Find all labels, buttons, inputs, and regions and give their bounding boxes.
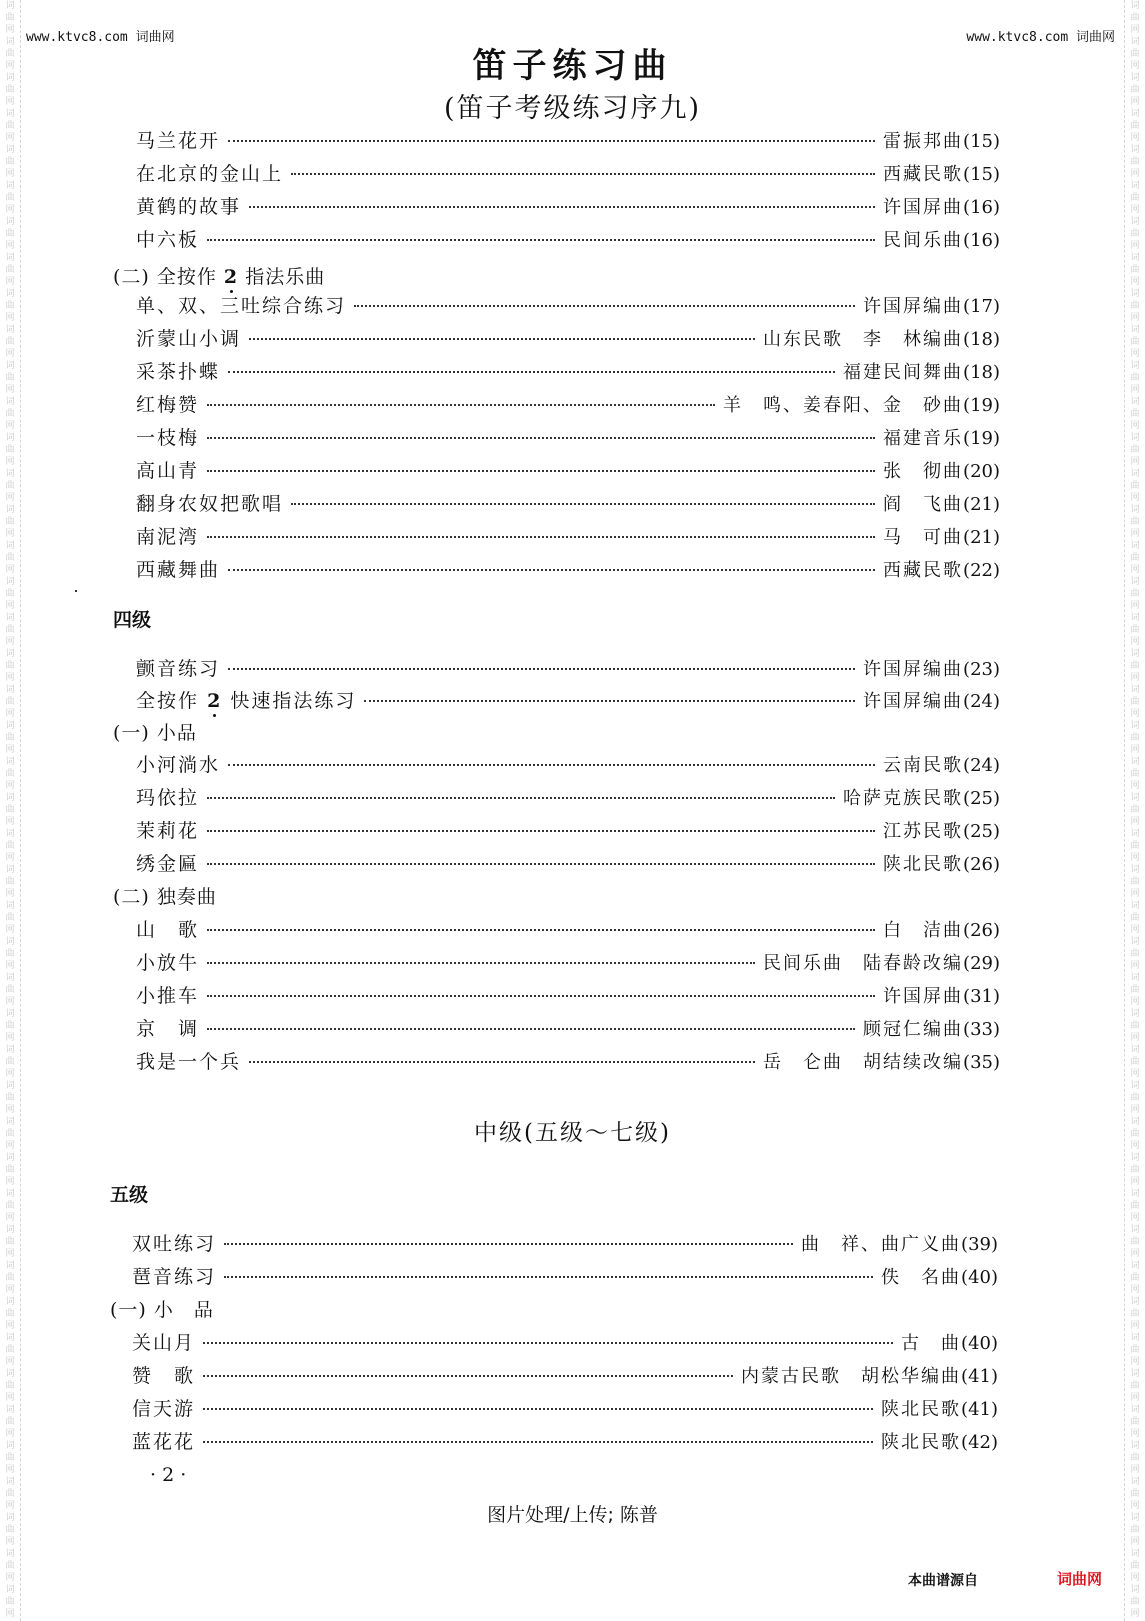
upload-credit: 图片处理/上传; 陈普 bbox=[487, 1504, 658, 1526]
dot-leader bbox=[203, 1408, 873, 1410]
section-heading-small-pieces-2: (一) 小 品 bbox=[110, 1299, 214, 1321]
site-url-left[interactable]: www.ktvc8.com 词曲网 bbox=[26, 30, 175, 45]
toc-entry-page: (41) bbox=[961, 1399, 998, 1420]
toc-entry-author: 西藏民歌 bbox=[883, 164, 964, 185]
dot-leader bbox=[207, 1028, 855, 1030]
toc-entry-page: (31) bbox=[963, 986, 1000, 1007]
dot-leader bbox=[203, 1441, 873, 1443]
toc-entry-author: 福建民间舞曲 bbox=[843, 362, 964, 383]
toc-entry-page: (42) bbox=[961, 1432, 998, 1453]
dot-leader bbox=[207, 470, 875, 472]
toc-entry[interactable] bbox=[136, 1014, 1000, 1042]
toc-entry-author: 雷振邦曲 bbox=[883, 131, 964, 152]
toc-entry-page: (26) bbox=[963, 920, 1000, 941]
toc-entry-author: 佚 名曲 bbox=[881, 1267, 962, 1288]
toc-entry[interactable] bbox=[136, 849, 1000, 877]
dot-leader bbox=[364, 700, 855, 702]
toc-entry-title: 京 调 bbox=[136, 1018, 200, 1040]
toc-entry[interactable] bbox=[136, 192, 1000, 220]
toc-entry-page: (21) bbox=[963, 494, 1000, 515]
toc-entry-page: (16) bbox=[963, 197, 1000, 218]
toc-entry-page: (40) bbox=[961, 1267, 998, 1288]
dot-leader bbox=[291, 503, 875, 505]
toc-entry-author: 江苏民歌 bbox=[883, 821, 964, 842]
dot-leader bbox=[224, 1276, 873, 1278]
toc-entry[interactable] bbox=[136, 456, 1000, 484]
toc-entry-title: 翻身农奴把歌唱 bbox=[136, 493, 284, 515]
toc-entry-page: (23) bbox=[963, 659, 1000, 680]
title-suffix: 快速指法练习 bbox=[230, 690, 357, 712]
dot-leader bbox=[228, 140, 875, 142]
right-watermark-strip: 词曲网词曲网词曲网词曲网词曲网词曲网词曲网词曲网词曲网词曲网词曲网词曲网词曲网词曲网词曲网词曲网词曲网词曲网词曲网词曲网词曲网词曲网词曲网词曲网词曲网词曲网词曲网词曲网词曲网词曲网词曲网词曲网词曲网词曲网词曲网词曲网词曲网词曲网词曲网词曲网词曲网词曲网词曲网词曲网词曲网 bbox=[1130, 1, 1140, 1619]
toc-entry-page: (19) bbox=[963, 428, 1000, 449]
section-heading-solo: (二) 独奏曲 bbox=[113, 886, 217, 908]
toc-entry-title: 一枝梅 bbox=[136, 427, 200, 449]
toc-entry-page: (33) bbox=[963, 1019, 1000, 1040]
toc-entry-title: 茉莉花 bbox=[136, 820, 200, 842]
toc-entry-author: 陕北民歌 bbox=[881, 1432, 962, 1453]
stray-dot bbox=[75, 590, 77, 592]
dot-leader bbox=[228, 569, 875, 571]
dot-leader bbox=[291, 173, 875, 175]
toc-entry-page: (39) bbox=[961, 1234, 998, 1255]
toc-entry-author: 许国屏曲 bbox=[883, 986, 964, 1007]
toc-entry[interactable] bbox=[136, 750, 1000, 778]
toc-entry[interactable] bbox=[132, 1328, 998, 1356]
toc-entry-page: (26) bbox=[963, 854, 1000, 875]
toc-entry-page: (19) bbox=[963, 395, 1000, 416]
toc-entry[interactable] bbox=[136, 555, 1000, 583]
toc-entry-title: 沂蒙山小调 bbox=[136, 328, 242, 350]
left-watermark-strip: 词曲网词曲网词曲网词曲网词曲网词曲网词曲网词曲网词曲网词曲网词曲网词曲网词曲网词曲网词曲网词曲网词曲网词曲网词曲网词曲网词曲网词曲网词曲网词曲网词曲网词曲网词曲网词曲网词曲网词曲网词曲网词曲网词曲网词曲网词曲网词曲网词曲网词曲网词曲网词曲网词曲网词曲网词曲网词曲网词曲网 bbox=[5, 1, 15, 1619]
toc-entry-author: 陕北民歌 bbox=[881, 1399, 962, 1420]
dot-leader bbox=[249, 1061, 755, 1063]
toc-entry-author: 福建音乐 bbox=[883, 428, 964, 449]
toc-entry-title: 玛依拉 bbox=[136, 787, 200, 809]
note-number: 2 bbox=[223, 266, 239, 288]
section-heading-fingering bbox=[113, 262, 325, 289]
toc-entry-title: 山 歌 bbox=[136, 919, 200, 941]
dot-leader bbox=[207, 962, 755, 964]
toc-entry-author: 许国屏编曲 bbox=[863, 691, 964, 712]
dot-leader bbox=[203, 1375, 733, 1377]
dot-leader bbox=[354, 305, 855, 307]
toc-entry[interactable] bbox=[136, 686, 1000, 714]
toc-entry[interactable] bbox=[132, 1427, 998, 1455]
toc-entry-author: 民间乐曲 陆春龄改编 bbox=[763, 953, 964, 974]
toc-entry-title bbox=[136, 686, 356, 713]
section-heading-small-pieces: (一) 小品 bbox=[113, 722, 197, 744]
page-title: 笛子练习曲 bbox=[472, 46, 673, 86]
toc-entry-title: 绣金匾 bbox=[136, 853, 200, 875]
toc-entry[interactable] bbox=[132, 1229, 998, 1257]
toc-entry-author: 羊 鸣、姜春阳、金 砂曲 bbox=[723, 395, 964, 416]
toc-entry-page: (25) bbox=[963, 821, 1000, 842]
toc-entry-page: (24) bbox=[963, 755, 1000, 776]
toc-entry-title: 红梅赞 bbox=[136, 394, 200, 416]
toc-entry-page: (15) bbox=[963, 164, 1000, 185]
toc-entry-title: 小推车 bbox=[136, 985, 200, 1007]
toc-entry-author: 古 曲 bbox=[901, 1333, 962, 1354]
toc-entry[interactable] bbox=[136, 522, 1000, 550]
toc-entry-title: 赞 歌 bbox=[132, 1365, 196, 1387]
toc-entry[interactable] bbox=[136, 225, 1000, 253]
toc-entry-page: (21) bbox=[963, 527, 1000, 548]
toc-entry[interactable] bbox=[132, 1394, 998, 1422]
dot-leader bbox=[228, 764, 875, 766]
dot-leader bbox=[207, 830, 875, 832]
toc-entry-author: 张 彻曲 bbox=[883, 461, 964, 482]
toc-entry-title: 马兰花开 bbox=[136, 130, 221, 152]
right-margin-line bbox=[1124, 0, 1125, 1621]
toc-entry-title: 在北京的金山上 bbox=[136, 163, 284, 185]
toc-entry[interactable] bbox=[136, 783, 1000, 811]
toc-entry[interactable] bbox=[136, 423, 1000, 451]
section-prefix: (二) 全按作 bbox=[113, 266, 217, 288]
toc-entry-author: 顾冠仁编曲 bbox=[863, 1019, 964, 1040]
toc-entry-page: (25) bbox=[963, 788, 1000, 809]
dot-leader bbox=[228, 668, 855, 670]
toc-entry-title: 采茶扑蝶 bbox=[136, 361, 221, 383]
toc-entry[interactable] bbox=[136, 357, 1000, 385]
site-url-right[interactable]: www.ktvc8.com 词曲网 bbox=[966, 30, 1115, 45]
toc-entry-page: (24) bbox=[963, 691, 1000, 712]
toc-entry[interactable] bbox=[136, 390, 1000, 418]
toc-entry[interactable] bbox=[132, 1262, 998, 1290]
toc-entry-author: 陕北民歌 bbox=[883, 854, 964, 875]
dot-leader bbox=[207, 404, 715, 406]
toc-entry-page: (18) bbox=[963, 329, 1000, 350]
dot-leader bbox=[207, 437, 875, 439]
grade-heading: 中级(五级～七级) bbox=[474, 1120, 671, 1146]
toc-entry-title: 西藏舞曲 bbox=[136, 559, 221, 581]
dot-leader bbox=[224, 1243, 793, 1245]
toc-entry-page: (20) bbox=[963, 461, 1000, 482]
dot-leader bbox=[207, 536, 875, 538]
toc-entry-author: 云南民歌 bbox=[883, 755, 964, 776]
toc-entry[interactable] bbox=[136, 981, 1000, 1009]
toc-entry-title: 我是一个兵 bbox=[136, 1051, 242, 1073]
dot-leader bbox=[207, 239, 875, 241]
dot-leader bbox=[207, 863, 875, 865]
dot-leader bbox=[228, 371, 835, 373]
toc-entry-page: (17) bbox=[963, 296, 1000, 317]
toc-entry-author: 内蒙古民歌 胡松华编曲 bbox=[741, 1366, 962, 1387]
toc-entry-title: 黄鹤的故事 bbox=[136, 196, 242, 218]
toc-entry[interactable] bbox=[136, 915, 1000, 943]
toc-entry-author: 许国屏编曲 bbox=[863, 296, 964, 317]
toc-entry-author: 哈萨克族民歌 bbox=[843, 788, 964, 809]
footer-site-logo[interactable]: 词曲网 bbox=[1057, 1570, 1103, 1588]
page-number: · 2 · bbox=[150, 1464, 187, 1486]
toc-entry-title: 颤音练习 bbox=[136, 658, 221, 680]
note-number: 2 bbox=[207, 690, 223, 712]
dot-leader bbox=[207, 797, 835, 799]
toc-entry[interactable] bbox=[136, 816, 1000, 844]
toc-entry[interactable] bbox=[136, 948, 1000, 976]
toc-entry-author: 山东民歌 李 林编曲 bbox=[763, 329, 964, 350]
section-suffix: 指法乐曲 bbox=[245, 266, 326, 288]
page-subtitle: (笛子考级练习序九) bbox=[443, 93, 702, 124]
toc-entry[interactable] bbox=[136, 489, 1000, 517]
toc-entry-author: 西藏民歌 bbox=[883, 560, 964, 581]
toc-entry-author: 许国屏编曲 bbox=[863, 659, 964, 680]
dot-leader bbox=[207, 929, 875, 931]
level-heading-5: 五级 bbox=[110, 1184, 149, 1206]
toc-entry[interactable] bbox=[136, 159, 1000, 187]
toc-entry-author: 岳 仑曲 胡结续改编 bbox=[763, 1052, 964, 1073]
level-heading-4: 四级 bbox=[113, 609, 152, 631]
toc-entry[interactable] bbox=[136, 324, 1000, 352]
toc-entry-title: 蓝花花 bbox=[132, 1431, 196, 1453]
toc-entry[interactable] bbox=[136, 126, 1000, 154]
dot-leader bbox=[203, 1342, 893, 1344]
title-prefix: 全按作 bbox=[136, 690, 200, 712]
toc-entry-page: (40) bbox=[961, 1333, 998, 1354]
toc-entry-author: 白 洁曲 bbox=[883, 920, 964, 941]
footer-source-label: 本曲谱源自 bbox=[908, 1573, 978, 1589]
toc-entry-page: (41) bbox=[961, 1366, 998, 1387]
toc-entry-author: 曲 祥、曲广义曲 bbox=[801, 1234, 962, 1255]
toc-entry-title: 南泥湾 bbox=[136, 526, 200, 548]
toc-entry-page: (18) bbox=[963, 362, 1000, 383]
toc-entry-page: (35) bbox=[963, 1052, 1000, 1073]
toc-entry-title: 琶音练习 bbox=[132, 1266, 217, 1288]
toc-entry-page: (15) bbox=[963, 131, 1000, 152]
toc-entry-author: 马 可曲 bbox=[883, 527, 964, 548]
dot-leader bbox=[249, 206, 875, 208]
toc-entry[interactable] bbox=[136, 1047, 1000, 1075]
toc-entry-author: 许国屏曲 bbox=[883, 197, 964, 218]
toc-entry[interactable] bbox=[136, 654, 1000, 682]
toc-entry-title: 小放牛 bbox=[136, 952, 200, 974]
toc-entry-author: 阎 飞曲 bbox=[883, 494, 964, 515]
toc-entry-title: 高山青 bbox=[136, 460, 200, 482]
toc-entry-title: 单、双、三吐综合练习 bbox=[136, 295, 347, 317]
toc-entry-title: 关山月 bbox=[132, 1332, 196, 1354]
toc-entry[interactable] bbox=[136, 291, 1000, 319]
toc-entry-page: (29) bbox=[963, 953, 1000, 974]
left-margin-line bbox=[20, 0, 21, 1621]
toc-entry-title: 双吐练习 bbox=[132, 1233, 217, 1255]
toc-entry-title: 信天游 bbox=[132, 1398, 196, 1420]
dot-leader bbox=[249, 338, 755, 340]
toc-entry-page: (16) bbox=[963, 230, 1000, 251]
toc-entry-page: (22) bbox=[963, 560, 1000, 581]
toc-entry-author: 民间乐曲 bbox=[883, 230, 964, 251]
toc-entry[interactable] bbox=[132, 1361, 998, 1389]
dot-leader bbox=[207, 995, 875, 997]
toc-entry-title: 中六板 bbox=[136, 229, 200, 251]
toc-entry-title: 小河淌水 bbox=[136, 754, 221, 776]
